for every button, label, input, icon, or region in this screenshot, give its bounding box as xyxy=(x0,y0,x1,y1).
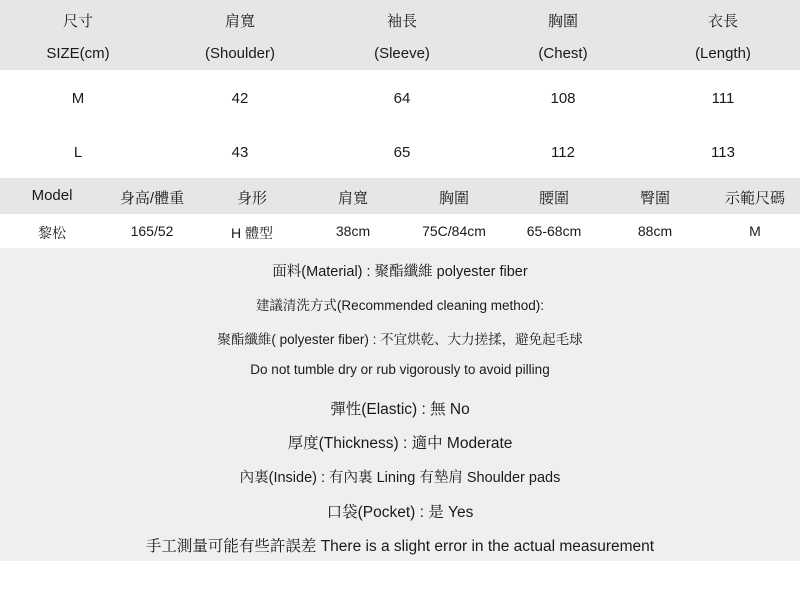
header-size-en: SIZE(cm) xyxy=(46,45,110,62)
measurement-note: 手工測量可能有些許誤差 There is a slight error in the actual measurement xyxy=(145,538,655,555)
size-row-l-size: L xyxy=(73,144,83,161)
size-row-l-chest: 112 xyxy=(551,144,575,161)
product-info-section xyxy=(0,248,800,561)
model-header-body-shape: 身形 xyxy=(236,190,268,207)
header-shoulder-en: (Shoulder) xyxy=(204,45,276,62)
model-header-chest: 胸圍 xyxy=(438,190,470,207)
material-line: 面料(Material) : 聚酯纖維 polyester fiber xyxy=(272,264,528,280)
size-row-l-sleeve: 65 xyxy=(393,144,411,161)
size-row-l-length: 113 xyxy=(711,144,735,161)
model-table-header xyxy=(0,178,800,214)
header-size-zh: 尺寸 xyxy=(62,13,94,30)
model-header-hip: 臀圍 xyxy=(639,190,671,207)
model-chest: 75C/84cm xyxy=(422,223,486,239)
model-body-shape: H 體型 xyxy=(231,225,273,241)
model-header-model: Model xyxy=(31,187,73,204)
model-demo-size: M xyxy=(749,223,761,239)
header-sleeve-en: (Sleeve) xyxy=(374,45,430,62)
model-header-shoulder: 肩寬 xyxy=(337,190,369,207)
inside-line: 內裏(Inside) : 有內裏 Lining 有墊肩 Shoulder pads xyxy=(239,470,561,486)
size-row-m-sleeve: 64 xyxy=(393,90,411,107)
model-name: 黎松 xyxy=(38,225,66,241)
size-row-m-length: 111 xyxy=(711,90,735,107)
header-chest-zh: 胸圍 xyxy=(547,13,579,30)
cleaning-title: 建議清洗方式(Recommended cleaning method): xyxy=(255,298,545,313)
header-length-zh: 衣長 xyxy=(707,13,739,30)
model-table-row xyxy=(0,214,800,248)
model-shoulder: 38cm xyxy=(335,223,371,239)
pocket-line: 口袋(Pocket) : 是 Yes xyxy=(326,504,474,521)
header-sleeve-zh: 袖長 xyxy=(386,13,418,30)
header-shoulder-zh: 肩寬 xyxy=(224,13,256,30)
size-row-m-size: M xyxy=(71,90,85,107)
model-header-waist: 腰圍 xyxy=(538,190,570,207)
header-length-en: (Length) xyxy=(695,45,751,62)
elastic-line: 彈性(Elastic) : 無 No xyxy=(330,401,470,418)
header-chest-en: (Chest) xyxy=(538,45,588,62)
cleaning-instruction-zh: 聚酯纖維( polyester fiber) : 不宜烘乾、大力搓揉，避免起毛球 xyxy=(217,332,583,347)
size-table-body xyxy=(0,70,800,178)
size-row-m-chest: 108 xyxy=(550,90,576,107)
size-row-l-shoulder: 43 xyxy=(231,144,249,161)
model-header-demo-size: 示範尺碼 xyxy=(724,190,786,207)
thickness-line: 厚度(Thickness) : 適中 Moderate xyxy=(287,435,513,452)
model-header-height-weight: 身高/體重 xyxy=(119,190,185,207)
size-row-m-shoulder: 42 xyxy=(231,90,249,107)
model-hip: 88cm xyxy=(637,223,673,239)
size-table-header xyxy=(0,0,800,70)
model-height-weight: 165/52 xyxy=(130,223,174,239)
model-waist: 65-68cm xyxy=(526,223,582,239)
cleaning-instruction-en: Do not tumble dry or rub vigorously to avoid pilling xyxy=(250,362,550,377)
